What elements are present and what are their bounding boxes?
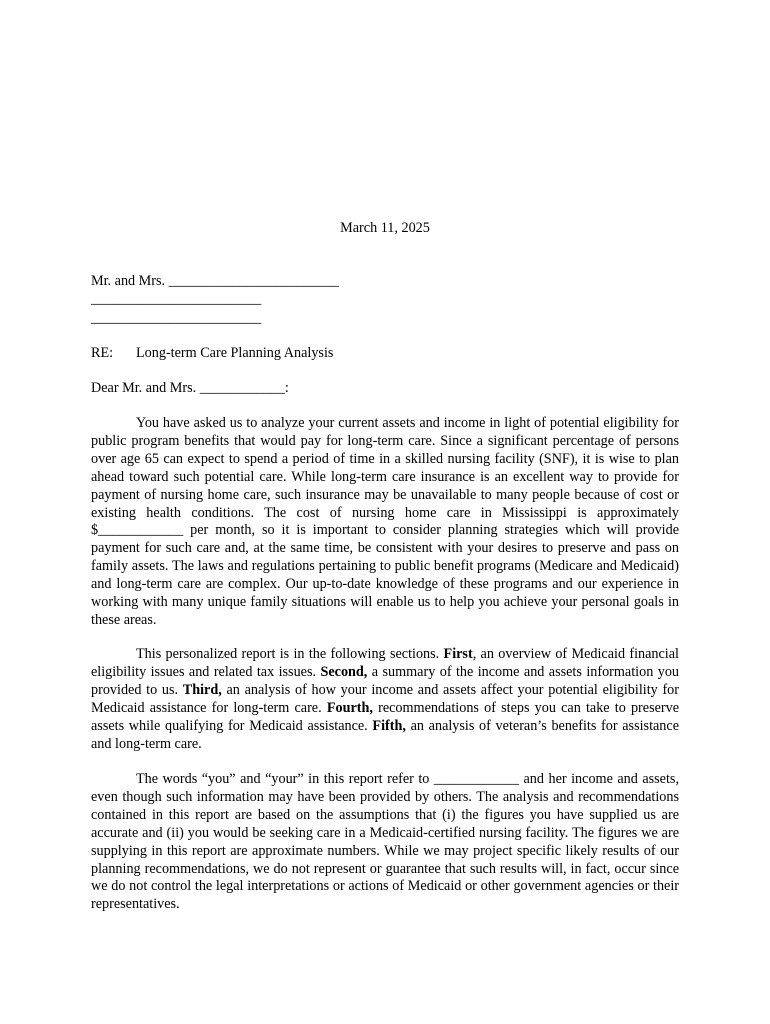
- subject-label: RE:: [91, 345, 114, 361]
- section-fourth-text: recommendations of steps you can take to preserve assets while qualifying for Medicaid assistance.: [91, 699, 680, 734]
- salutation: Dear Mr. and Mrs. ____________:: [91, 380, 289, 396]
- section-third-text: an analysis of how your income and assets affect your potential eligibility for Medicaid assistance for long-term care.: [91, 681, 679, 716]
- section-first-label: First: [443, 646, 473, 662]
- letter-date: March 11, 2025: [340, 220, 430, 236]
- subject-line: [91, 344, 333, 362]
- section-fifth-label: Fifth,: [372, 717, 406, 734]
- section-second-text: a summary of the income and assets information you provided to us.: [91, 663, 680, 698]
- address-line-2: ________________________: [91, 291, 262, 307]
- paragraph-2-intro: This personalized report is in the following sections.: [136, 646, 444, 662]
- section-fifth-text: an analysis of veteran’s benefits for assistance and long-term care.: [91, 717, 679, 752]
- section-fourth-label: Fourth,: [326, 699, 373, 716]
- section-third-label: Third,: [182, 681, 222, 698]
- section-second-label: Second,: [320, 663, 368, 680]
- section-first-text: , an overview of Medicaid financial eligibility issues and related tax issues.: [91, 646, 679, 680]
- body-paragraph-3: The words “you” and “your” in this report refer to ____________ and her income and assets, even though such information may have been provided by others. The analysis and recommendations contained in this report are based on the assumptions that (i) the figures you have supplied us are accurate and (ii) you would be seeking care in a Medicaid-certified nursing facility. The figures we are supplying in this report are approximate numbers. While we may project specific likely results of our planning recommendations, we do not represent or guarantee that such results will, in fact, occur since we do not control the legal interpretations or actions of Medicaid or other government agencies or their representatives.: [91, 771, 679, 913]
- address-line-1: Mr. and Mrs. ________________________: [91, 273, 339, 289]
- body-paragraph-2: [91, 646, 679, 753]
- body-paragraph-1: You have asked us to analyze your current assets and income in light of potential eligibility for public program benefits that would pay for long-term care. Since a significant percentage of persons over age 65 can expect to spend a period of time in a skilled nursing facility (SNF), it is wise to plan ahead toward such potential care. While long-term care insurance is an excellent way to provide for payment of nursing home care, such insurance may be unavailable to many people because of cost or existing health conditions. The cost of nursing home care in Mississippi is approximately $____________ per month, so it is important to consider planning strategies which will provide payment for such care and, at the same time, be consistent with your desires to preserve and pass on family assets. The laws and regulations pertaining to public benefit programs (Medicare and Medicaid) and long-term care are complex. Our up-to-date knowledge of these programs and our experience in working with many unique family situations will enable us to help you achieve your personal goals in these areas.: [91, 415, 679, 628]
- subject-text: Long-term Care Planning Analysis: [136, 345, 334, 361]
- address-line-3: ________________________: [91, 310, 262, 326]
